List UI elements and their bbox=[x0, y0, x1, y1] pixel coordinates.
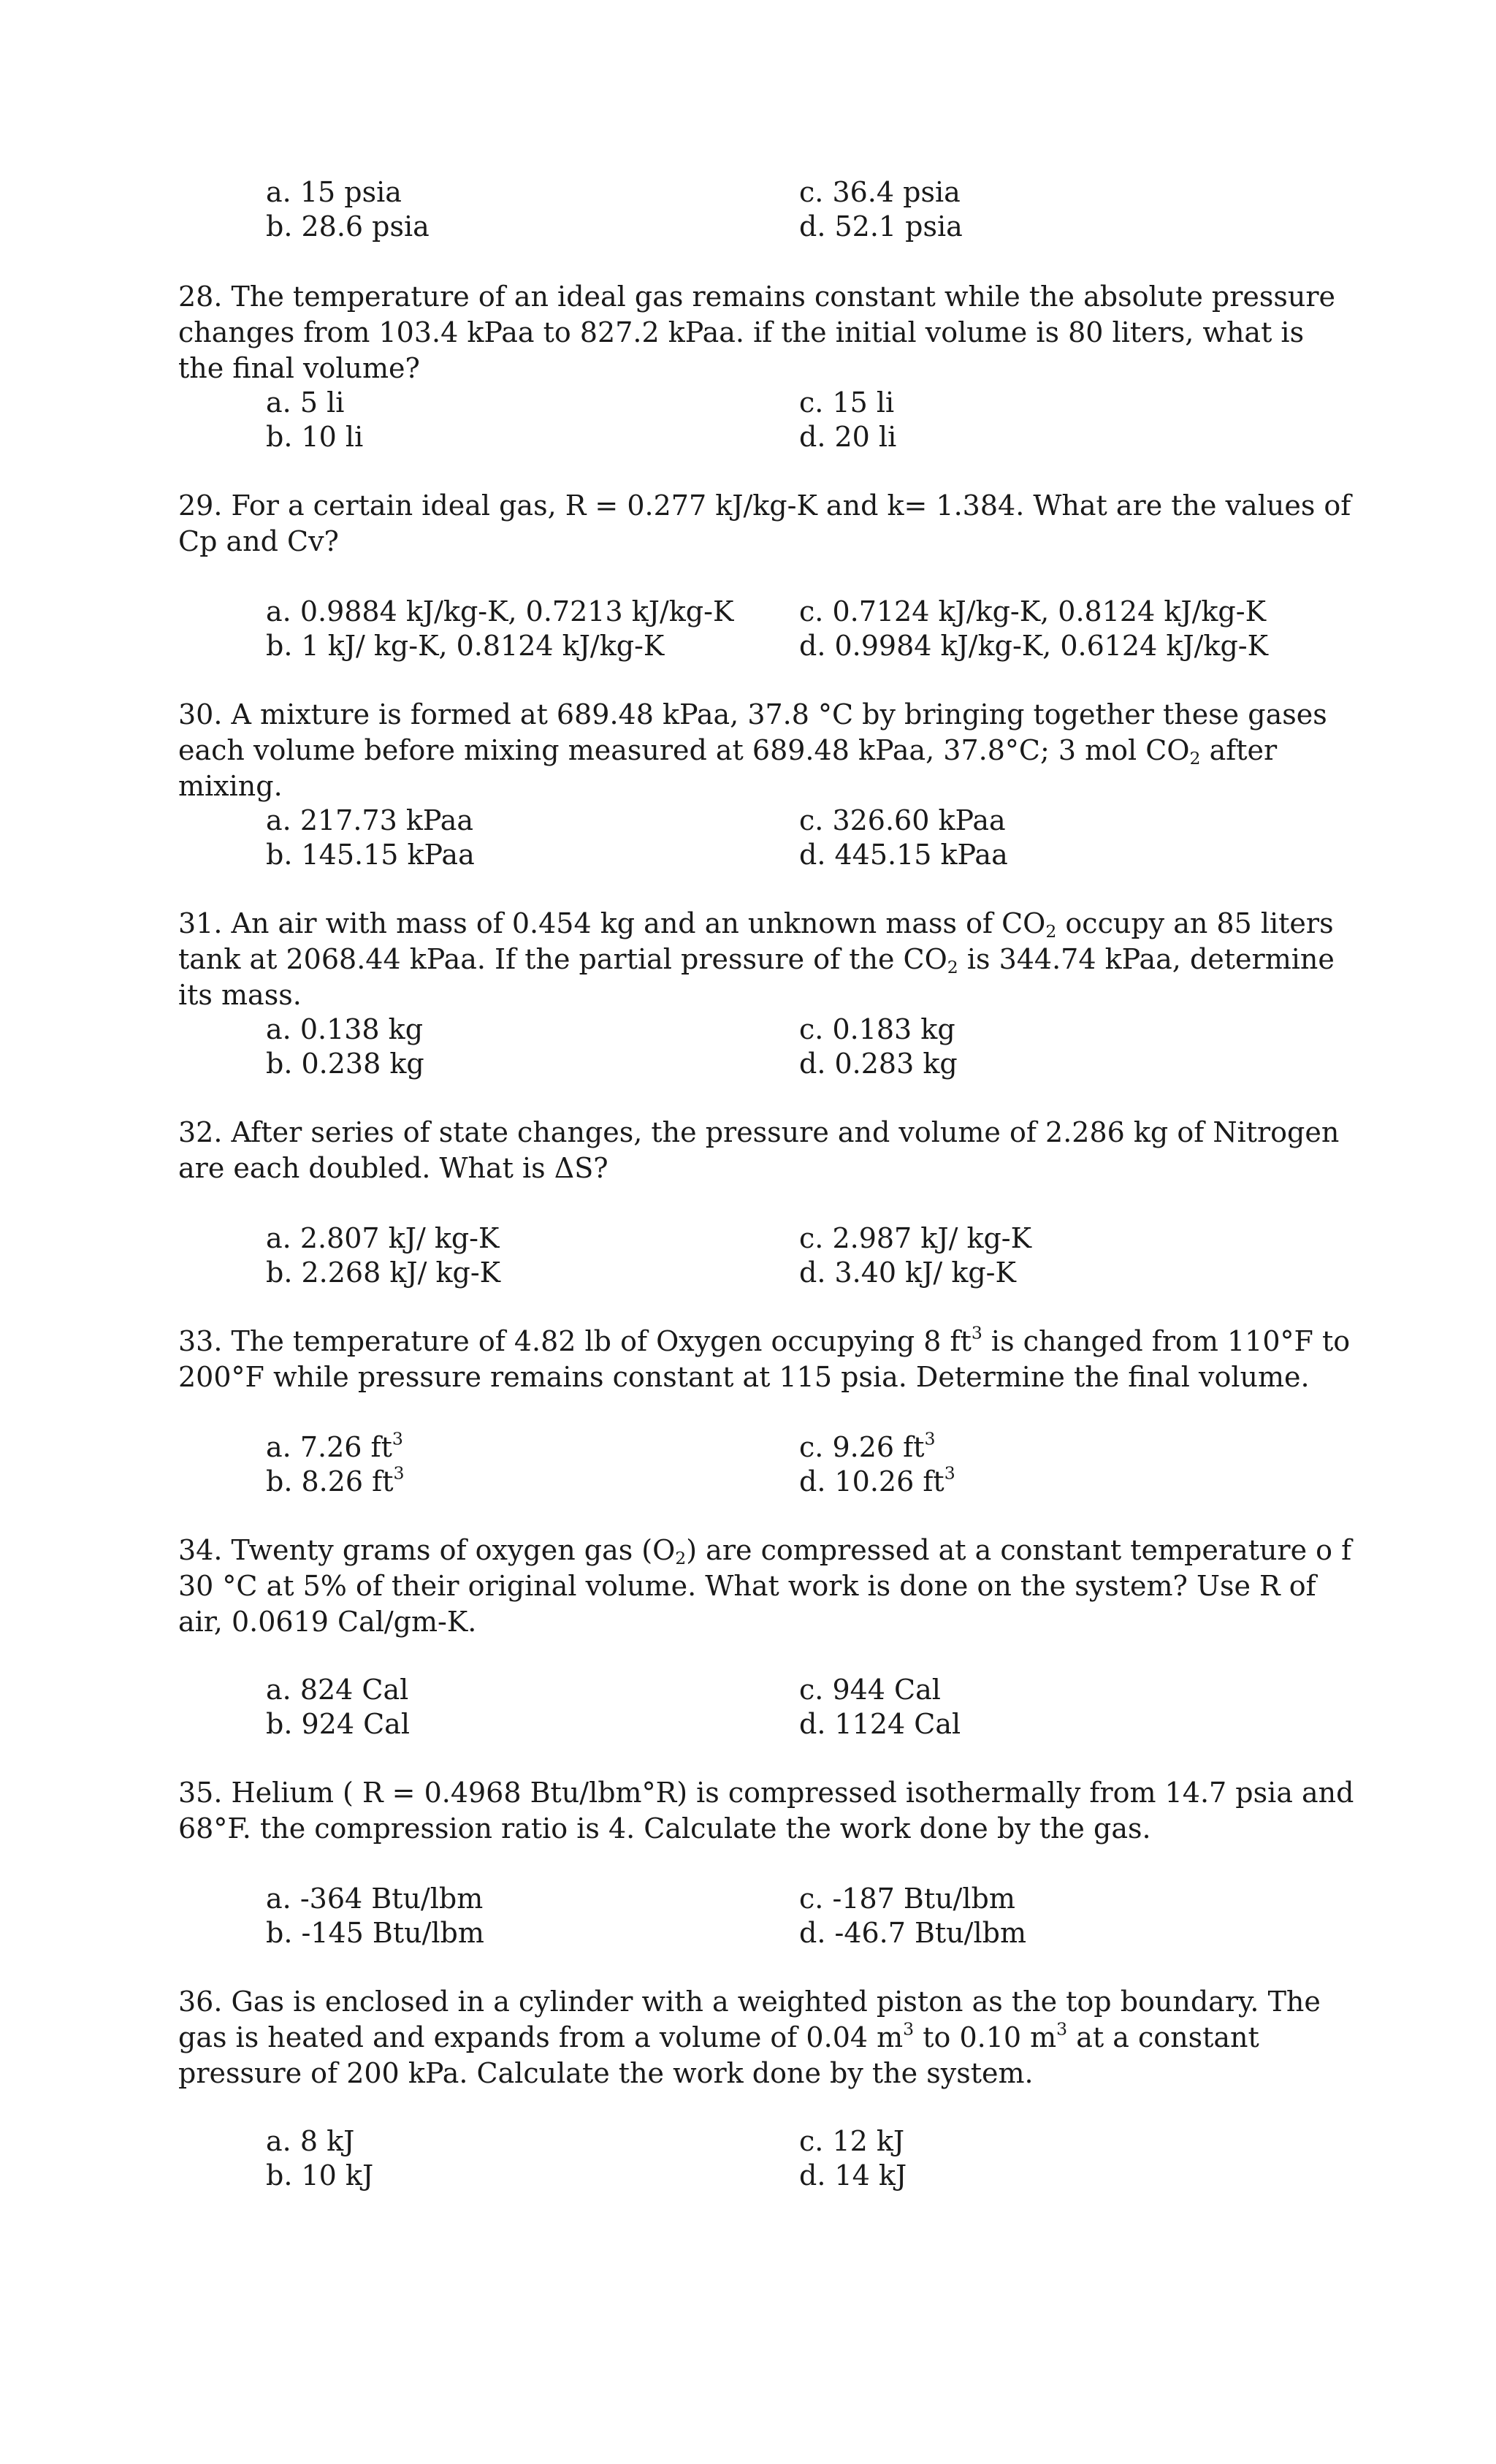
question-text: After series of state changes, the pressure and volume of 2.286 kg of Nitrogen are each doubled. What is ΔS? bbox=[178, 1116, 1340, 1184]
question-31 bbox=[178, 906, 1354, 1013]
choice-row bbox=[266, 386, 1332, 420]
choice-d: d. 20 li bbox=[799, 421, 897, 453]
choices-q31 bbox=[266, 1012, 1332, 1081]
choice-c: c. 2.987 kJ/ kg-K bbox=[799, 1222, 1032, 1254]
question-text-part: is 344.74 kPaa, determine its mass. bbox=[178, 943, 1335, 1011]
question-29 bbox=[178, 488, 1354, 560]
question-text-part: ) are compressed at a constant temperature o f 30 °C at 5% of their original volume. What work is done on the system? Use R of air, 0.0619 Cal/gm-K. bbox=[178, 1534, 1352, 1638]
choice-d: d. 1124 Cal bbox=[799, 1708, 961, 1740]
subscript: 2 bbox=[1045, 920, 1057, 942]
choice-row bbox=[266, 838, 1332, 872]
choice-b: b. 145.15 kPaa bbox=[266, 839, 475, 871]
choice-b: b. -145 Btu/lbm bbox=[266, 1917, 484, 1949]
choice-b: b. 8.26 $ft^3$ bbox=[266, 1462, 405, 1498]
choice-b: b. 28.6 psia bbox=[266, 210, 430, 243]
question-text-part: A mixture is formed at 689.48 kPaa, 37.8 °C by bringing together these gases each volume before mixing measured at 689.48 kPaa, 37.8°C; 3 mol CO bbox=[178, 698, 1327, 766]
choice-row bbox=[266, 175, 1332, 210]
question-35 bbox=[178, 1775, 1354, 1847]
choice-c: c. 326.60 kPaa bbox=[799, 804, 1006, 836]
choices-q29 bbox=[266, 595, 1332, 663]
superscript: 3 bbox=[971, 1322, 982, 1343]
question-text-part: Gas is enclosed in a cylinder with a weighted piston as the top boundary. The gas is heated and expands from a volume of 0.04 m bbox=[178, 1986, 1321, 2053]
choice-b: b. 10 li bbox=[266, 421, 364, 453]
choices-q34 bbox=[266, 1673, 1332, 1742]
choice-row bbox=[266, 1462, 1332, 1499]
question-number: 33. bbox=[178, 1325, 223, 1357]
choice-b: b. 924 Cal bbox=[266, 1708, 410, 1740]
question-number: 32. bbox=[178, 1116, 223, 1148]
choice-row bbox=[266, 1221, 1332, 1256]
question-number: 34. bbox=[178, 1534, 223, 1566]
choice-row bbox=[266, 1430, 1332, 1465]
choice-a: a. 0.9884 kJ/kg-K, 0.7213 kJ/kg-K bbox=[266, 595, 734, 628]
question-number: 28. bbox=[178, 281, 223, 313]
question-text-part: An air with mass of 0.454 kg and an unknown mass of CO bbox=[231, 907, 1046, 939]
choice-row bbox=[266, 1047, 1332, 1081]
question-number: 29. bbox=[178, 489, 223, 522]
choices-q35 bbox=[266, 1882, 1332, 1950]
choices-q30 bbox=[266, 804, 1332, 872]
choice-b: b. 1 kJ/ kg-K, 0.8124 kJ/kg-K bbox=[266, 630, 665, 662]
choice-a: a. 2.807 kJ/ kg-K bbox=[266, 1222, 500, 1254]
choice-row bbox=[266, 1916, 1332, 1950]
choice-c: c. -187 Btu/lbm bbox=[799, 1883, 1015, 1915]
choice-row bbox=[266, 210, 1332, 244]
choices-q32 bbox=[266, 1221, 1332, 1290]
choice-d: d. 0.9984 kJ/kg-K, 0.6124 kJ/kg-K bbox=[799, 630, 1269, 662]
question-text: For a certain ideal gas, R = 0.277 kJ/kg-K and k= 1.384. What are the values of Cp and Cv? bbox=[178, 489, 1351, 557]
question-text-part: after mixing. bbox=[178, 734, 1278, 802]
question-text: Helium ( R = 0.4968 Btu/lbm°R) is compressed isothermally from 14.7 psia and 68°F. the compression ratio is 4. Calculate the work done by the gas. bbox=[178, 1777, 1354, 1845]
choice-c: c. 0.7124 kJ/kg-K, 0.8124 kJ/kg-K bbox=[799, 595, 1266, 628]
choice-row bbox=[266, 595, 1332, 629]
choices-q28 bbox=[266, 386, 1332, 454]
question-text-part: Twenty grams of oxygen gas (O bbox=[231, 1534, 676, 1566]
choice-row bbox=[266, 1882, 1332, 1916]
superscript: 3 bbox=[924, 1428, 936, 1449]
superscript: 3 bbox=[944, 1462, 955, 1484]
choice-a: a. 0.138 kg bbox=[266, 1013, 424, 1045]
superscript: 3 bbox=[1056, 2018, 1068, 2040]
question-number: 36. bbox=[178, 1986, 223, 2018]
choice-row bbox=[266, 2124, 1332, 2159]
subscript: 2 bbox=[1189, 747, 1201, 768]
choice-c: c. 12 kJ bbox=[799, 2125, 905, 2157]
question-30 bbox=[178, 697, 1354, 804]
question-text: The temperature of an ideal gas remains constant while the absolute pressure changes from 103.4 kPaa to 827.2 kPaa. if the initial volume is 80 liters, what is the final volume? bbox=[178, 281, 1336, 384]
superscript: 3 bbox=[903, 2018, 915, 2040]
choice-row bbox=[266, 629, 1332, 663]
question-34 bbox=[178, 1533, 1354, 1640]
choice-row bbox=[266, 420, 1332, 454]
question-text-part: is changed from 110°F to 200°F while pressure remains constant at 115 psia. Determine the final volume. bbox=[178, 1325, 1351, 1393]
choice-row bbox=[266, 1256, 1332, 1290]
subscript: 2 bbox=[675, 1547, 687, 1568]
choice-d: d. 0.283 kg bbox=[799, 1048, 958, 1080]
choice-row bbox=[266, 1707, 1332, 1742]
choice-b: b. 10 kJ bbox=[266, 2159, 374, 2192]
choice-c: c. 0.183 kg bbox=[799, 1013, 955, 1045]
choice-a: a. 8 kJ bbox=[266, 2125, 355, 2157]
question-number: 35. bbox=[178, 1777, 223, 1809]
choice-c: c. 36.4 psia bbox=[799, 176, 961, 208]
choices-q36 bbox=[266, 2124, 1332, 2193]
choice-a: a. 217.73 kPaa bbox=[266, 804, 474, 836]
choice-d: d. 14 kJ bbox=[799, 2159, 907, 2192]
superscript: 3 bbox=[392, 1428, 403, 1449]
question-text-part: at a constant pressure of 200 kPa. Calculate the work done by the system. bbox=[178, 2021, 1259, 2089]
choice-b: b. 2.268 kJ/ kg-K bbox=[266, 1256, 501, 1289]
question-36 bbox=[178, 1984, 1354, 2091]
choice-c: c. 9.26 $ft^3$ bbox=[799, 1428, 936, 1463]
choice-d: d. 52.1 psia bbox=[799, 210, 963, 243]
superscript: 3 bbox=[393, 1462, 405, 1484]
question-text-part: The temperature of 4.82 lb of Oxygen occupying 8 ft bbox=[231, 1325, 972, 1357]
choice-d: d. 10.26 $ft^3$ bbox=[799, 1462, 955, 1498]
choice-b: b. 0.238 kg bbox=[266, 1048, 424, 1080]
choice-a: a. 15 psia bbox=[266, 176, 402, 208]
choice-c: c. 15 li bbox=[799, 386, 895, 419]
choice-a: a. 824 Cal bbox=[266, 1674, 409, 1706]
choices-q27 bbox=[266, 175, 1332, 244]
choice-c: c. 944 Cal bbox=[799, 1674, 941, 1706]
question-33 bbox=[178, 1324, 1354, 1395]
question-text-part: to 0.10 m bbox=[914, 2021, 1057, 2053]
choice-a: a. -364 Btu/lbm bbox=[266, 1883, 484, 1915]
choices-q33 bbox=[266, 1430, 1332, 1499]
choice-row bbox=[266, 1673, 1332, 1707]
choice-row bbox=[266, 2159, 1332, 2193]
choice-a: a. 7.26 $ft^3$ bbox=[266, 1428, 403, 1463]
question-number: 30. bbox=[178, 698, 223, 731]
question-28 bbox=[178, 279, 1354, 386]
question-number: 31. bbox=[178, 907, 223, 939]
choice-d: d. -46.7 Btu/lbm bbox=[799, 1917, 1026, 1949]
choice-d: d. 445.15 kPaa bbox=[799, 839, 1008, 871]
choice-d: d. 3.40 kJ/ kg-K bbox=[799, 1256, 1016, 1289]
choice-a: a. 5 li bbox=[266, 386, 345, 419]
question-text-part: occupy an 85 liters tank at 2068.44 kPaa. If the partial pressure of the CO bbox=[178, 907, 1334, 975]
choice-row bbox=[266, 1012, 1332, 1047]
choice-row bbox=[266, 804, 1332, 838]
subscript: 2 bbox=[947, 956, 958, 977]
question-32 bbox=[178, 1115, 1354, 1186]
